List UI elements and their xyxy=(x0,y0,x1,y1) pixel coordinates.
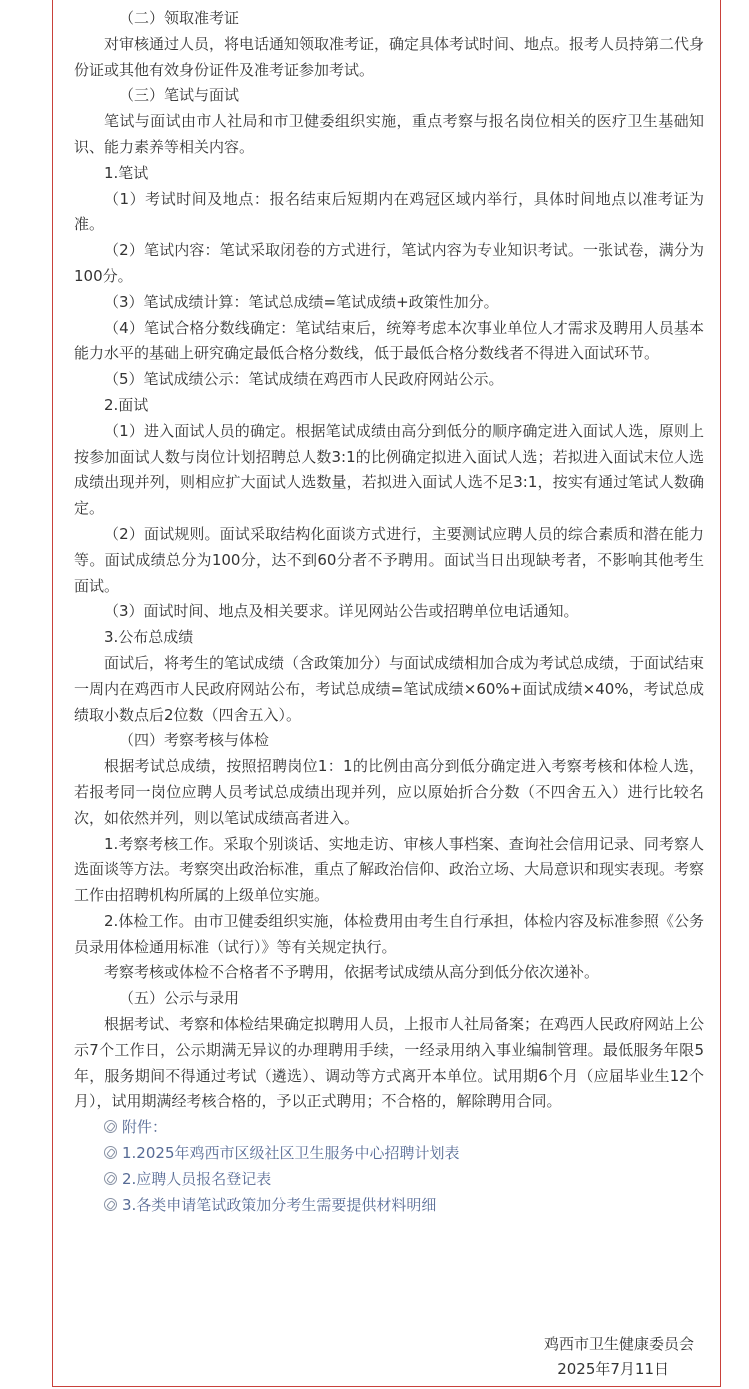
paragraph: 2.体检工作。由市卫健委组织实施，体检费用由考生自行承担，体检内容及标准参照《公务员录用体检通用标准（试行）》等有关规定执行。 xyxy=(74,911,704,956)
attachment-link-text[interactable]: 3.各类申请笔试政策加分考生需要提供材料明细 xyxy=(122,1195,437,1214)
paragraph: （5）笔试成绩公示：笔试成绩在鸡西市人民政府网站公示。 xyxy=(104,370,504,389)
paragraph: 面试后，将考生的笔试成绩（含政策加分）与面试成绩相加合成为考试总成绩，于面试结束一周内在鸡西市人民政府网站公布，考试总成绩=笔试成绩×60%+面试成绩×40%，考试总成绩取小数点后2位数（四舍五入）。 xyxy=(74,653,705,724)
attachments-label-row xyxy=(74,1115,704,1141)
signature-date: 2025年7月11日 xyxy=(557,1360,669,1378)
paragraph: 笔试与面试由市人社局和市卫健委组织实施，重点考察与报名岗位相关的医疗卫生基础知识、能力素养等相关内容。 xyxy=(74,112,704,156)
section-heading: （五）公示与录用 xyxy=(119,989,240,1008)
attachments-label: 附件： xyxy=(122,1118,168,1137)
attachment-link-text[interactable]: 2.应聘人员报名登记表 xyxy=(122,1169,272,1188)
document-body xyxy=(74,6,704,1218)
paperclip-icon xyxy=(104,1198,117,1211)
paragraph: （3）笔试成绩计算：笔试总成绩=笔试成绩+政策性加分。 xyxy=(104,292,499,311)
paperclip-icon xyxy=(104,1146,117,1159)
section-heading: （四）考察考核与体检 xyxy=(119,731,270,750)
paragraph: 1.考察考核工作。采取个别谈话、实地走访、审核人事档案、查询社会信用记录、同考察人选面谈等方法。考察突出政治标准，重点了解政治信仰、政治立场、大局意识和现实表现。考察工作由招聘机构所属的上级单位实施。 xyxy=(74,834,705,905)
attachment-link[interactable] xyxy=(74,1193,704,1219)
attachment-link-text[interactable]: 1.2025年鸡西市区级社区卫生服务中心招聘计划表 xyxy=(122,1144,460,1163)
paragraph: （1）考试时间及地点：报名结束后短期内在鸡冠区域内举行，具体时间地点以准考证为准。 xyxy=(74,189,704,234)
paragraph: （2）面试规则。面试采取结构化面谈方式进行，主要测试应聘人员的综合素质和潜在能力等。面试成绩总分为100分，达不到60分者不予聘用。面试当日出现缺考者，不影响其他考生面试。 xyxy=(74,524,704,595)
paragraph: 根据考试、考察和体检结果确定拟聘用人员，上报市人社局备案；在鸡西人民政府网站上公示7个工作日，公示期满无异议的办理聘用手续，一经录用纳入事业编制管理。最低服务年限5年，服务期间不得通过考试（遴选）、调动等方式离开本单位。试用期6个月（应届毕业生12个月），试用期满经考核合格的，予以正式聘用；不合格的，解除聘用合同。 xyxy=(74,1015,705,1111)
paperclip-icon xyxy=(104,1172,117,1185)
signature-org: 鸡西市卫生健康委员会 xyxy=(543,1335,694,1353)
sub-heading: 1.笔试 xyxy=(104,163,149,182)
paragraph: （2）笔试内容：笔试采取闭卷的方式进行，笔试内容为专业知识考试。一张试卷，满分为100分。 xyxy=(74,241,704,285)
paragraph: 根据考试总成绩，按照招聘岗位1：1的比例由高分到低分确定进入考察考核和体检人选，若报考同一岗位应聘人员考试总成绩出现并列，应以原始折合分数（不四舍五入）进行比较名次，如依然并列，则以笔试成绩高者进入。 xyxy=(74,757,704,827)
paperclip-icon xyxy=(104,1120,117,1133)
attachment-link[interactable] xyxy=(74,1141,704,1167)
section-heading: （三）笔试与面试 xyxy=(119,86,240,105)
paragraph: （3）面试时间、地点及相关要求。详见网站公告或招聘单位电话通知。 xyxy=(104,602,579,621)
sub-heading: 2.面试 xyxy=(104,395,149,414)
paragraph: 考察考核或体检不合格者不予聘用，依据考试成绩从高分到低分依次递补。 xyxy=(104,963,600,982)
paragraph: 对审核通过人员，将电话通知领取准考证，确定具体考试时间、地点。报考人员持第二代身份证或其他有效身份证件及准考证参加考试。 xyxy=(74,34,705,79)
section-heading: （二）领取准考证 xyxy=(119,9,240,27)
sub-heading: 3.公布总成绩 xyxy=(104,628,194,647)
paragraph: （4）笔试合格分数线确定：笔试结束后，统筹考虑本次事业单位人才需求及聘用人员基本能力水平的基础上研究确定最低合格分数线，低于最低合格分数线者不得进入面试环节。 xyxy=(74,318,704,363)
attachment-link[interactable] xyxy=(74,1167,704,1193)
paragraph: （1）进入面试人员的确定。根据笔试成绩由高分到低分的顺序确定进入面试人选，原则上按参加面试人数与岗位计划招聘总人数3:1的比例确定拟进入面试人选；若拟进入面试末位人选成绩出现并列，则相应扩大面试人选数量，若拟进入面试人选不足3:1，按实有通过笔试人数确定。 xyxy=(74,421,704,518)
